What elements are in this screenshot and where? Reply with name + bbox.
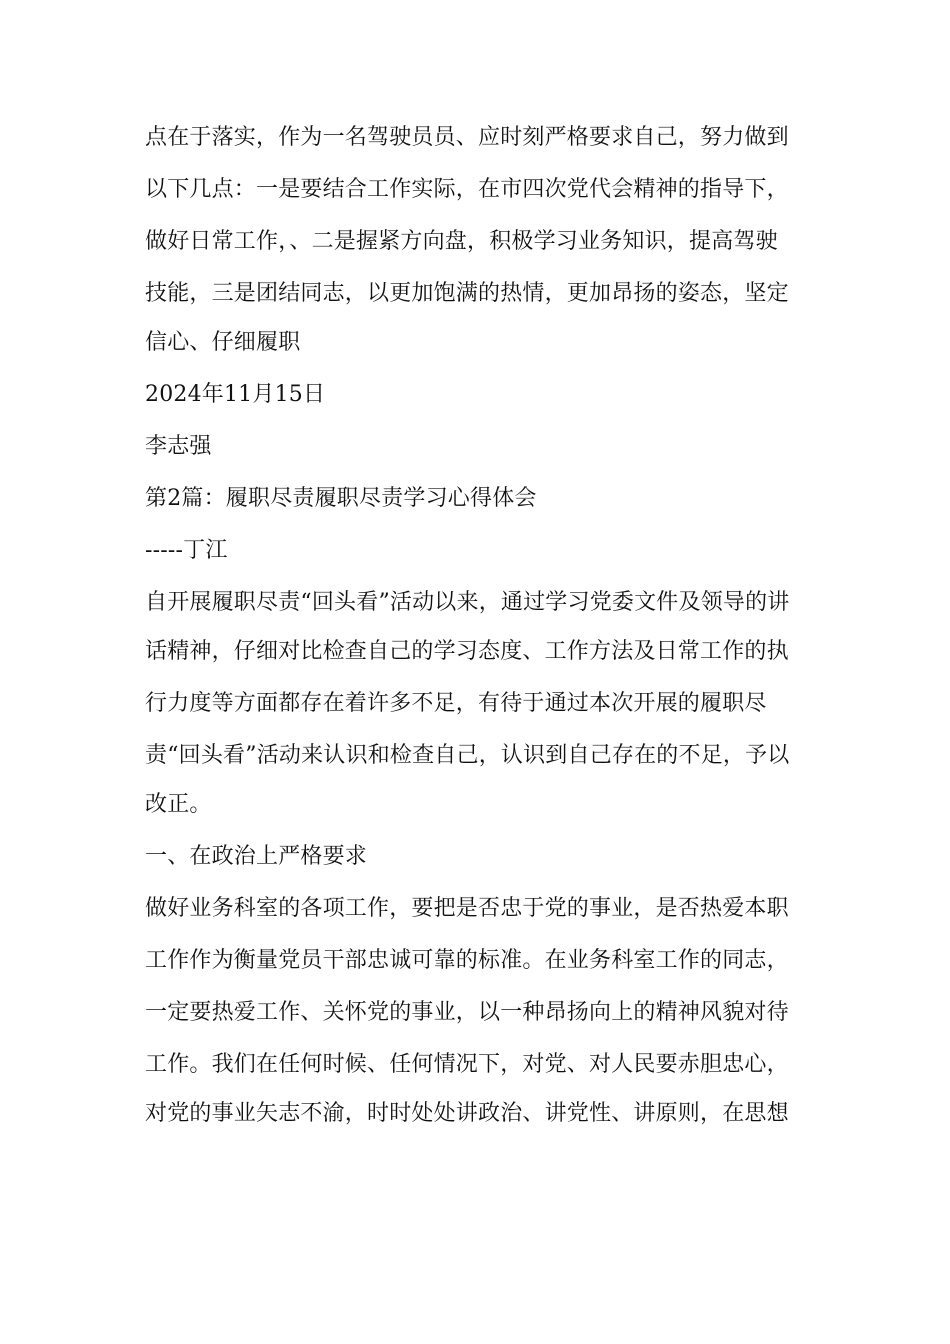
text-line: 话精神，仔细对比检查自己的学习态度、工作方法及日常工作的执 [145,639,789,664]
text-line: 以下几点：一是要结合工作实际，在市四次党代会精神的指导下， [145,177,789,202]
text-line: 自开展履职尽责“回头看”活动以来，通过学习党委文件及领导的讲 [145,590,790,615]
text-line: 信心、仔细履职 [145,330,301,355]
text-line: 责“回头看”活动来认识和检查自己，认识到自己存在的不足，予以 [145,743,790,768]
heading: 一、在政治上严格要求 [145,844,368,869]
section-title: 第2篇：履职尽责履职尽责学习心得体会 [145,486,537,511]
text-line: 工作。我们在任何时候、任何情况下，对党、对人民要赤胆忠心， [145,1052,789,1077]
text-line: 改正。 [145,792,212,817]
author-name: 李志强 [145,434,212,459]
date-line: 2024年11月15日 [145,382,326,407]
text-line: 技能，三是团结同志，以更加饱满的热情，更加昂扬的姿态，坚定 [145,281,789,306]
text-line: 一定要热爱工作、关怀党的事业，以一种昂扬向上的精神风貌对待 [145,1000,789,1025]
text-line: 点在于落实，作为一名驾驶员员、应时刻严格要求自己，努力做到 [145,125,789,150]
text-line: 做好业务科室的各项工作，要把是否忠于党的事业，是否热爱本职 [145,896,789,921]
text-line: 做好日常工作，、二是握紧方向盘，积极学习业务知识，提高驾驶 [145,229,778,254]
text-line: 行力度等方面都存在着许多不足，有待于通过本次开展的履职尽 [145,691,767,716]
byline: -----丁江 [145,538,228,563]
text-line: 对党的事业矢志不渝，时时处处讲政治、讲党性、讲原则，在思想 [145,1101,789,1126]
text-line: 工作作为衡量党员干部忠诚可靠的标准。在业务科室工作的同志， [145,948,789,973]
